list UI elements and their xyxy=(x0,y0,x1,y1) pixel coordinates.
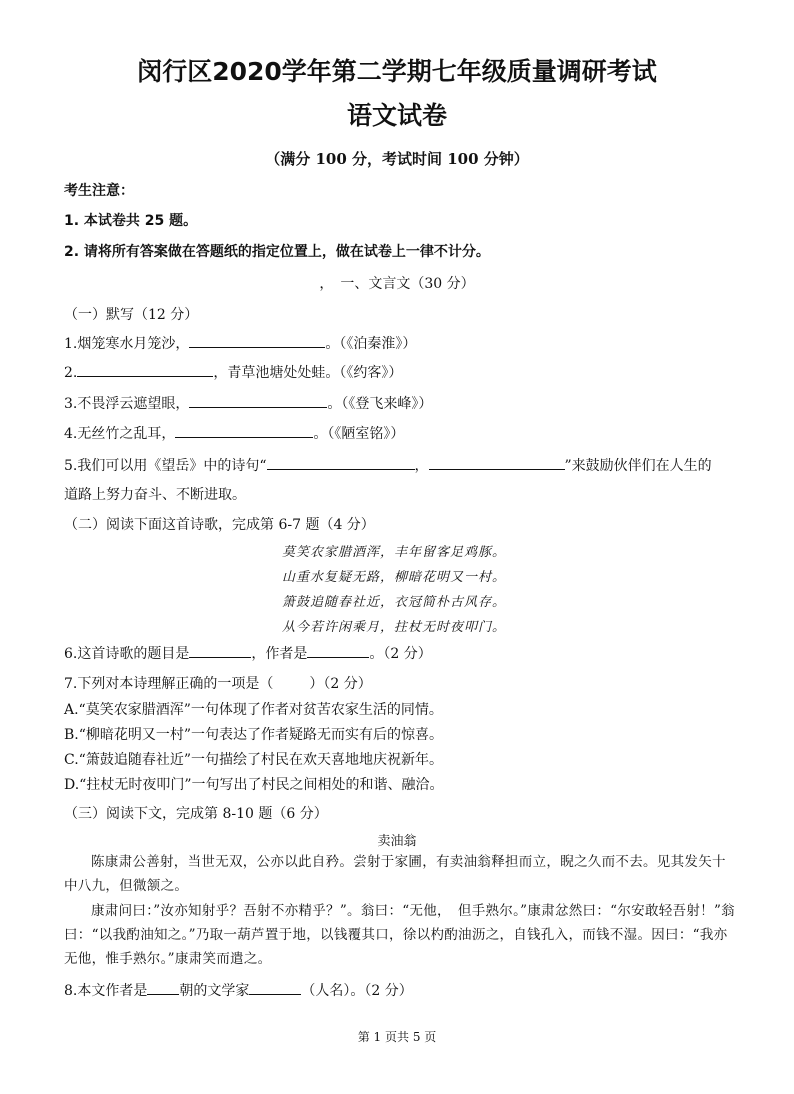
notice-item-2: 2. 请将所有答案做在答题纸的指定位置上，做在试卷上一律不计分。 xyxy=(64,244,490,260)
question-7-score: ）（2 分） xyxy=(309,676,372,692)
poem-line: 箫鼓追随春社近，衣冠简朴古风存。 xyxy=(282,595,507,610)
passage-paragraph-2: 康肃问曰：”汝亦知射乎？吾射不亦精乎？”。翁曰：“无他， 但手熟尔。”康肃忿然曰：“尔安敢轻吾射！”翁曰：“以我酌油知之。”乃取一葫芦置于地，以钱覆其口，徐以杓酌油沥之，自钱孔入，而钱不湿。因曰：“我亦无他，惟手熟尔。”康肃笑而遣之。 xyxy=(64,903,735,967)
answer-blank xyxy=(175,423,313,438)
question-1-text: 1.烟笼寒水月笼沙， xyxy=(64,336,190,352)
question-1-source: 。（《泊秦淮》） xyxy=(325,336,417,352)
question-7-text: 7.下列对本诗理解正确的一项是（ xyxy=(64,676,274,692)
answer-blank xyxy=(307,643,369,658)
answer-blank xyxy=(249,980,301,995)
page-footer: 第 1 页共 5 页 xyxy=(357,1030,437,1044)
option-d: D.“拄杖无时夜叩门”一句写出了村民之间相处的和谐、融洽。 xyxy=(64,777,444,793)
notice-heading: 考生注意： xyxy=(64,183,134,199)
section3-heading: （三）阅读下文，完成第 8-10 题（6 分） xyxy=(64,806,328,822)
question-3-source: 。（《登飞来峰》） xyxy=(327,396,433,412)
question-8 xyxy=(64,980,413,1000)
passage-title: 卖油翁 xyxy=(377,834,417,849)
exam-title: 闵行区2020学年第二学期七年级质量调研考试 xyxy=(137,57,657,86)
question-6-text: 6.这首诗歌的题目是 xyxy=(64,646,190,662)
answer-blank xyxy=(189,333,325,348)
question-8-mid: 朝的文学家 xyxy=(179,983,250,999)
question-6-mid: ，作者是 xyxy=(251,646,308,662)
question-4-text: 4.无丝竹之乱耳， xyxy=(64,426,176,442)
question-2-text: ，青草池塘处处蛙。（《约客》） xyxy=(213,365,403,381)
section2-heading: （二）阅读下面这首诗歌，完成第 6-7 题（4 分） xyxy=(64,517,375,533)
poem-line: 莫笑农家腊酒浑，丰年留客足鸡豚。 xyxy=(282,545,507,560)
question-3 xyxy=(64,393,432,413)
question-5 xyxy=(64,455,712,475)
question-2-number: 2. xyxy=(64,365,78,381)
answer-blank xyxy=(189,643,251,658)
question-7 xyxy=(64,673,372,693)
question-8-score: （人名）。（2 分） xyxy=(301,983,413,999)
passage-paragraph-1: 陈康肃公善射，当世无双，公亦以此自矜。尝射于家圃，有卖油翁释担而立，睨之久而不去。见其发矢十中八九，但微颔之。 xyxy=(64,854,726,894)
answer-blank xyxy=(147,980,179,995)
poem-line: 山重水复疑无路，柳暗花明又一村。 xyxy=(282,570,507,585)
option-c: C.“箫鼓追随春社近”一句描绘了村民在欢天喜地地庆祝新年。 xyxy=(64,752,443,768)
answer-blank xyxy=(77,362,213,377)
question-5-text: 5.我们可以用《望岳》中的诗句“ xyxy=(64,458,267,474)
answer-blank xyxy=(429,455,565,470)
question-4-source: 。（《陋室铭》） xyxy=(313,426,405,442)
answer-blank xyxy=(267,455,415,470)
question-2 xyxy=(64,362,402,382)
question-6 xyxy=(64,643,432,663)
question-1 xyxy=(64,333,416,353)
exam-subtitle: 语文试卷 xyxy=(346,101,447,130)
question-6-score: 。（2 分） xyxy=(369,646,432,662)
section1-heading: （一）默写（12 分） xyxy=(64,307,199,323)
question-5-line-2: 道路上努力奋斗、不断进取。 xyxy=(64,487,246,503)
option-a: A.“莫笑农家腊酒浑”一句体现了作者对贫苦农家生活的同情。 xyxy=(64,702,443,718)
question-5-comma: ， xyxy=(414,458,429,474)
question-4 xyxy=(64,423,404,443)
notice-item-1: 1. 本试卷共 25 题。 xyxy=(64,213,198,229)
part1-heading: ， 一、文言文（30 分） xyxy=(319,276,475,292)
question-8-text: 8.本文作者是 xyxy=(64,983,148,999)
answer-blank xyxy=(189,393,327,408)
exam-info: （满分 100 分，考试时间 100 分钟） xyxy=(265,150,529,168)
question-5-tail: ”来鼓励伙伴们在人生的 xyxy=(564,458,712,474)
question-3-text: 3.不畏浮云遮望眼， xyxy=(64,396,190,412)
option-b: B.“柳暗花明又一村”一句表达了作者疑路无而实有后的惊喜。 xyxy=(64,727,444,743)
poem-line: 从今若许闲乘月，拄杖无时夜叩门。 xyxy=(282,620,507,635)
